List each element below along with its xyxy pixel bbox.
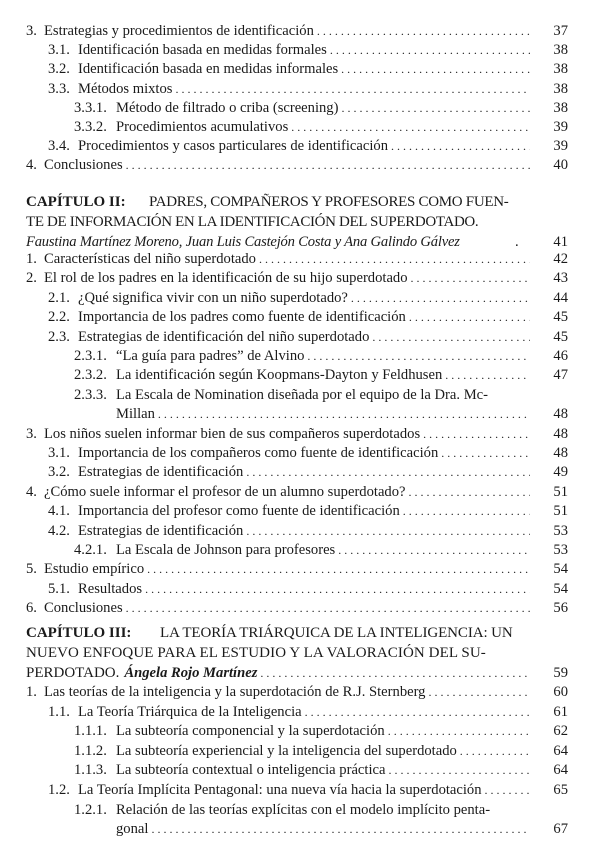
toc-entry	[0, 599, 600, 619]
page-number: 49	[553, 464, 568, 481]
toc-entry	[0, 425, 600, 445]
entry-leader	[116, 820, 530, 838]
page-number: 65	[553, 782, 568, 798]
page-number: 37	[553, 23, 568, 39]
dot-leader	[372, 328, 530, 346]
page-number: 62	[553, 723, 568, 740]
entry-title: Importancia de los padres como fuente de identificación	[78, 309, 406, 326]
entry-title: ¿Cómo suele informar el profesor de un alumno superdotado?	[44, 483, 406, 500]
page-number: 54	[553, 561, 568, 578]
entry-number: 1.1.3.	[74, 762, 107, 779]
entry-number: 3.	[26, 23, 37, 39]
entry-leader	[44, 599, 530, 617]
dot-leader	[305, 703, 530, 721]
entry-leader	[44, 425, 530, 443]
entry-number: 3.2.	[48, 61, 70, 78]
chapter-title-line-1: LA TEORÍA TRIÁRQUICA DE LA INTELIGENCIA: UN	[160, 625, 513, 641]
entry-number: 2.3.3.	[74, 386, 107, 403]
dot-leader	[307, 347, 530, 365]
entry-number: 1.1.2.	[74, 742, 107, 759]
entry-number: 4.2.1.	[74, 542, 107, 558]
page-number: 48	[553, 445, 568, 461]
entry-title: Características del niño superdotado	[44, 251, 256, 267]
entry-title: Resultados	[78, 580, 143, 597]
chapter-3-heading-line-3	[0, 664, 600, 684]
entry-number: 2.3.	[48, 328, 70, 345]
page-number: 67	[553, 820, 568, 837]
dot-leader	[126, 599, 530, 617]
entry-number: 5.	[26, 561, 37, 578]
toc-entry	[0, 742, 600, 762]
entry-title: La identificación según Koopmans-Dayton y Feldhusen	[116, 367, 443, 384]
entry-leader	[44, 269, 530, 287]
entry-leader	[78, 41, 530, 59]
entry-title: Procedimientos y casos particulares de identificación	[78, 138, 389, 155]
toc-entry	[0, 347, 600, 367]
entry-title: La subteoría contextual o inteligencia práctica	[116, 762, 386, 779]
entry-leader	[116, 99, 530, 117]
page-number: 39	[553, 138, 568, 155]
entry-number: 1.	[26, 684, 37, 700]
entry-title: “La guía para padres” de Alvino	[116, 348, 305, 364]
dot-leader	[317, 22, 530, 40]
entry-leader	[116, 366, 530, 384]
entry-leader	[78, 522, 530, 540]
page-number: 38	[553, 80, 568, 97]
toc-entry	[0, 289, 600, 309]
entry-leader	[116, 722, 530, 740]
toc-entry	[0, 308, 600, 328]
entry-number: 1.1.	[48, 703, 70, 720]
page-number: 38	[553, 42, 568, 59]
entry-leader	[78, 308, 530, 326]
entry-title: Los niños suelen informar bien de sus compañeros superdotados	[44, 425, 421, 442]
dot-leader	[259, 250, 530, 268]
entry-number: 2.	[26, 270, 37, 287]
page-number: 51	[553, 483, 568, 500]
entry-leader	[116, 761, 530, 779]
entry-number: 2.3.1.	[74, 348, 107, 364]
page-number: 39	[553, 119, 568, 135]
chapter-author: Ángela Rojo Martínez	[124, 665, 258, 681]
page-number: 51	[553, 503, 568, 520]
entry-title: Estudio empírico	[44, 561, 145, 578]
entry-number: 3.1.	[48, 42, 70, 59]
entry-leader	[44, 560, 530, 578]
toc-entry	[0, 60, 600, 80]
toc-entry	[0, 250, 600, 270]
entry-title: La Teoría Implícita Pentagonal: una nueva vía hacia la superdotación	[78, 782, 482, 798]
toc-entry	[0, 22, 600, 42]
toc-entry-continuation	[0, 820, 600, 840]
page-number: 60	[553, 684, 568, 700]
page-number: 38	[553, 61, 568, 78]
entry-title: Las teorías de la inteligencia y la superdotación de R.J. Sternberg	[44, 684, 426, 700]
page-number: 54	[553, 580, 568, 597]
entry-title: Procedimientos acumulativos	[116, 119, 289, 135]
entry-number: 5.1.	[48, 580, 70, 597]
entry-title: La Teoría Triárquica de la Inteligencia	[78, 703, 302, 720]
dot-leader: .	[515, 234, 519, 250]
page-number: 64	[553, 762, 568, 779]
entry-leader	[78, 289, 530, 307]
entry-number: 6.	[26, 600, 37, 617]
dot-leader	[411, 269, 530, 287]
toc-entry	[0, 137, 600, 157]
toc-entry	[0, 522, 600, 542]
toc-entry	[0, 580, 600, 600]
entry-leader	[116, 405, 530, 423]
entry-title: Conclusiones	[44, 157, 123, 174]
entry-number: 3.2.	[48, 464, 70, 481]
toc-entry	[0, 761, 600, 781]
entry-title: Identificación basada en medidas informales	[78, 61, 339, 78]
toc-entry-continuation	[0, 405, 600, 425]
dot-leader	[341, 99, 530, 117]
entry-leader	[78, 580, 530, 598]
toc-entry	[0, 366, 600, 386]
dot-leader	[291, 118, 530, 136]
chapter-title-line-2: NUEVO ENFOQUE PARA EL ESTUDIO Y LA VALORACIÓN DEL SU-	[26, 645, 486, 661]
entry-number: 1.1.1.	[74, 723, 107, 740]
page-number: 43	[553, 270, 568, 287]
toc-entry	[0, 328, 600, 348]
entry-title: Estrategias de identificación del niño superdotado	[78, 328, 370, 345]
toc-entry	[0, 99, 600, 119]
toc-entry	[0, 444, 600, 464]
dot-leader	[423, 425, 530, 443]
dot-leader	[158, 405, 530, 423]
dot-leader	[126, 156, 530, 174]
entry-title-continued: gonal	[116, 820, 149, 837]
entry-title: La Escala de Johnson para profesores	[116, 542, 336, 558]
dot-leader	[485, 781, 530, 799]
dot-leader	[388, 722, 530, 740]
chapter-2-heading	[0, 193, 600, 213]
entry-title: El rol de los padres en la identificación de su hijo superdotado	[44, 270, 408, 287]
chapter-authors: Faustina Martínez Moreno, Juan Luis Castejón Costa y Ana Galindo Gálvez	[26, 234, 460, 250]
entry-leader	[116, 347, 530, 365]
page-number: 59	[553, 665, 568, 681]
toc-entry	[0, 683, 600, 703]
chapter-3-heading	[0, 624, 600, 644]
page-number: 44	[553, 289, 568, 306]
entry-title: Importancia del profesor como fuente de identificación	[78, 503, 400, 520]
entry-title-continued: Millan	[116, 405, 155, 422]
entry-leader	[116, 541, 530, 559]
entry-number: 3.3.	[48, 80, 70, 97]
entry-leader	[44, 156, 530, 174]
dot-leader	[147, 560, 530, 578]
toc-entry	[0, 560, 600, 580]
page-number: 46	[553, 348, 568, 364]
entry-number: 1.	[26, 251, 37, 267]
entry-title: ¿Qué significa vivir con un niño superdotado?	[78, 289, 348, 306]
entry-title: La Escala de Nomination diseñada por el equipo de la Dra. Mc-	[116, 386, 489, 403]
dot-leader	[151, 820, 530, 838]
page-number: 45	[553, 309, 568, 326]
entry-number: 2.1.	[48, 289, 70, 306]
dot-leader	[409, 483, 531, 501]
chapter-label: CAPÍTULO II:	[26, 194, 126, 210]
entry-leader	[44, 250, 530, 268]
entry-title: Estrategias de identificación	[78, 464, 244, 481]
entry-leader	[78, 502, 530, 520]
page-number: 53	[553, 522, 568, 539]
page-number: 56	[553, 600, 568, 617]
dot-leader	[441, 444, 530, 462]
entry-leader	[116, 742, 530, 760]
entry-title: Conclusiones	[44, 600, 123, 617]
dot-leader	[460, 742, 530, 760]
chapter-title-line-2: TE DE INFORMACIÓN EN LA IDENTIFICACIÓN DEL SUPERDOTADO.	[26, 214, 479, 230]
dot-leader	[351, 289, 530, 307]
entry-leader	[116, 118, 530, 136]
dot-leader	[428, 683, 530, 701]
dot-leader	[391, 137, 530, 155]
toc-entry	[0, 541, 600, 561]
entry-number: 3.3.2.	[74, 119, 107, 135]
toc-entry	[0, 483, 600, 503]
page-number: 41	[553, 234, 568, 250]
dot-leader	[338, 541, 530, 559]
toc-entry	[0, 156, 600, 176]
entry-title: Identificación basada en medidas formales	[78, 42, 327, 59]
dot-leader	[330, 41, 530, 59]
entry-number: 3.	[26, 425, 37, 442]
dot-leader	[409, 308, 530, 326]
dot-leader	[260, 664, 530, 682]
entry-number: 1.2.	[48, 782, 70, 798]
entry-leader	[78, 781, 530, 799]
toc-entry	[0, 703, 600, 723]
entry-title: Relación de las teorías explícitas con el modelo implícito penta-	[116, 801, 491, 818]
entry-number: 1.2.1.	[74, 801, 107, 818]
toc-entry	[0, 781, 600, 801]
entry-leader	[44, 683, 530, 701]
entry-title: Método de filtrado o criba (screening)	[116, 99, 339, 116]
chapter-2-heading-line-2	[0, 213, 600, 233]
dot-leader	[388, 761, 530, 779]
dot-leader	[341, 60, 530, 78]
entry-leader	[78, 328, 530, 346]
toc-entry	[0, 269, 600, 289]
entry-title: La subteoría componencial y la superdotación	[116, 723, 385, 740]
entry-title: Importancia de los compañeros como fuente de identificación	[78, 445, 439, 461]
page-number: 38	[553, 99, 568, 116]
entry-leader	[78, 60, 530, 78]
dot-leader	[175, 80, 530, 98]
entry-leader	[44, 22, 530, 40]
page-number: 42	[553, 251, 568, 267]
page-number: 64	[553, 742, 568, 759]
toc-entry	[0, 502, 600, 522]
page-number: 40	[553, 157, 568, 174]
page-number: 47	[553, 367, 568, 384]
entry-number: 4.	[26, 483, 37, 500]
dot-leader	[246, 522, 530, 540]
toc-entry	[0, 722, 600, 742]
dot-leader	[145, 580, 530, 598]
page-number: 53	[553, 542, 568, 558]
toc-entry	[0, 801, 600, 821]
chapter-title-line-3: PERDOTADO.	[26, 665, 120, 681]
toc-entry	[0, 386, 600, 406]
toc-entry	[0, 80, 600, 100]
toc-entry	[0, 41, 600, 61]
chapter-label: CAPÍTULO III:	[26, 625, 132, 641]
page-number: 48	[553, 405, 568, 422]
entry-number: 4.	[26, 157, 37, 174]
entry-title: La subteoría experiencial y la inteligencia del superdotado	[116, 742, 457, 759]
entry-leader	[78, 80, 530, 98]
entry-leader	[78, 463, 530, 481]
entry-number: 3.1.	[48, 445, 70, 461]
entry-title: Métodos mixtos	[78, 80, 173, 97]
entry-number: 2.3.2.	[74, 367, 107, 384]
entry-leader	[78, 444, 530, 462]
dot-leader	[445, 366, 530, 384]
entry-title: Estrategias de identificación	[78, 522, 244, 539]
chapter-title-line-1: PADRES, COMPAÑEROS Y PROFESORES COMO FUEN-	[149, 194, 509, 210]
page-number: 45	[553, 328, 568, 345]
toc-entry	[0, 118, 600, 138]
entry-leader	[26, 664, 530, 682]
entry-leader	[44, 483, 530, 501]
entry-number: 3.3.1.	[74, 99, 107, 116]
entry-number: 2.2.	[48, 309, 70, 326]
page-number: 61	[553, 703, 568, 720]
entry-number: 4.1.	[48, 503, 70, 520]
toc-entry	[0, 463, 600, 483]
page-number: 48	[553, 425, 568, 442]
entry-number: 3.4.	[48, 138, 70, 155]
entry-leader	[78, 703, 530, 721]
dot-leader	[246, 463, 530, 481]
entry-number: 4.2.	[48, 522, 70, 539]
entry-title: Estrategias y procedimientos de identificación	[44, 23, 314, 39]
entry-leader	[78, 137, 530, 155]
dot-leader	[403, 502, 530, 520]
chapter-3-heading-line-2	[0, 644, 600, 664]
